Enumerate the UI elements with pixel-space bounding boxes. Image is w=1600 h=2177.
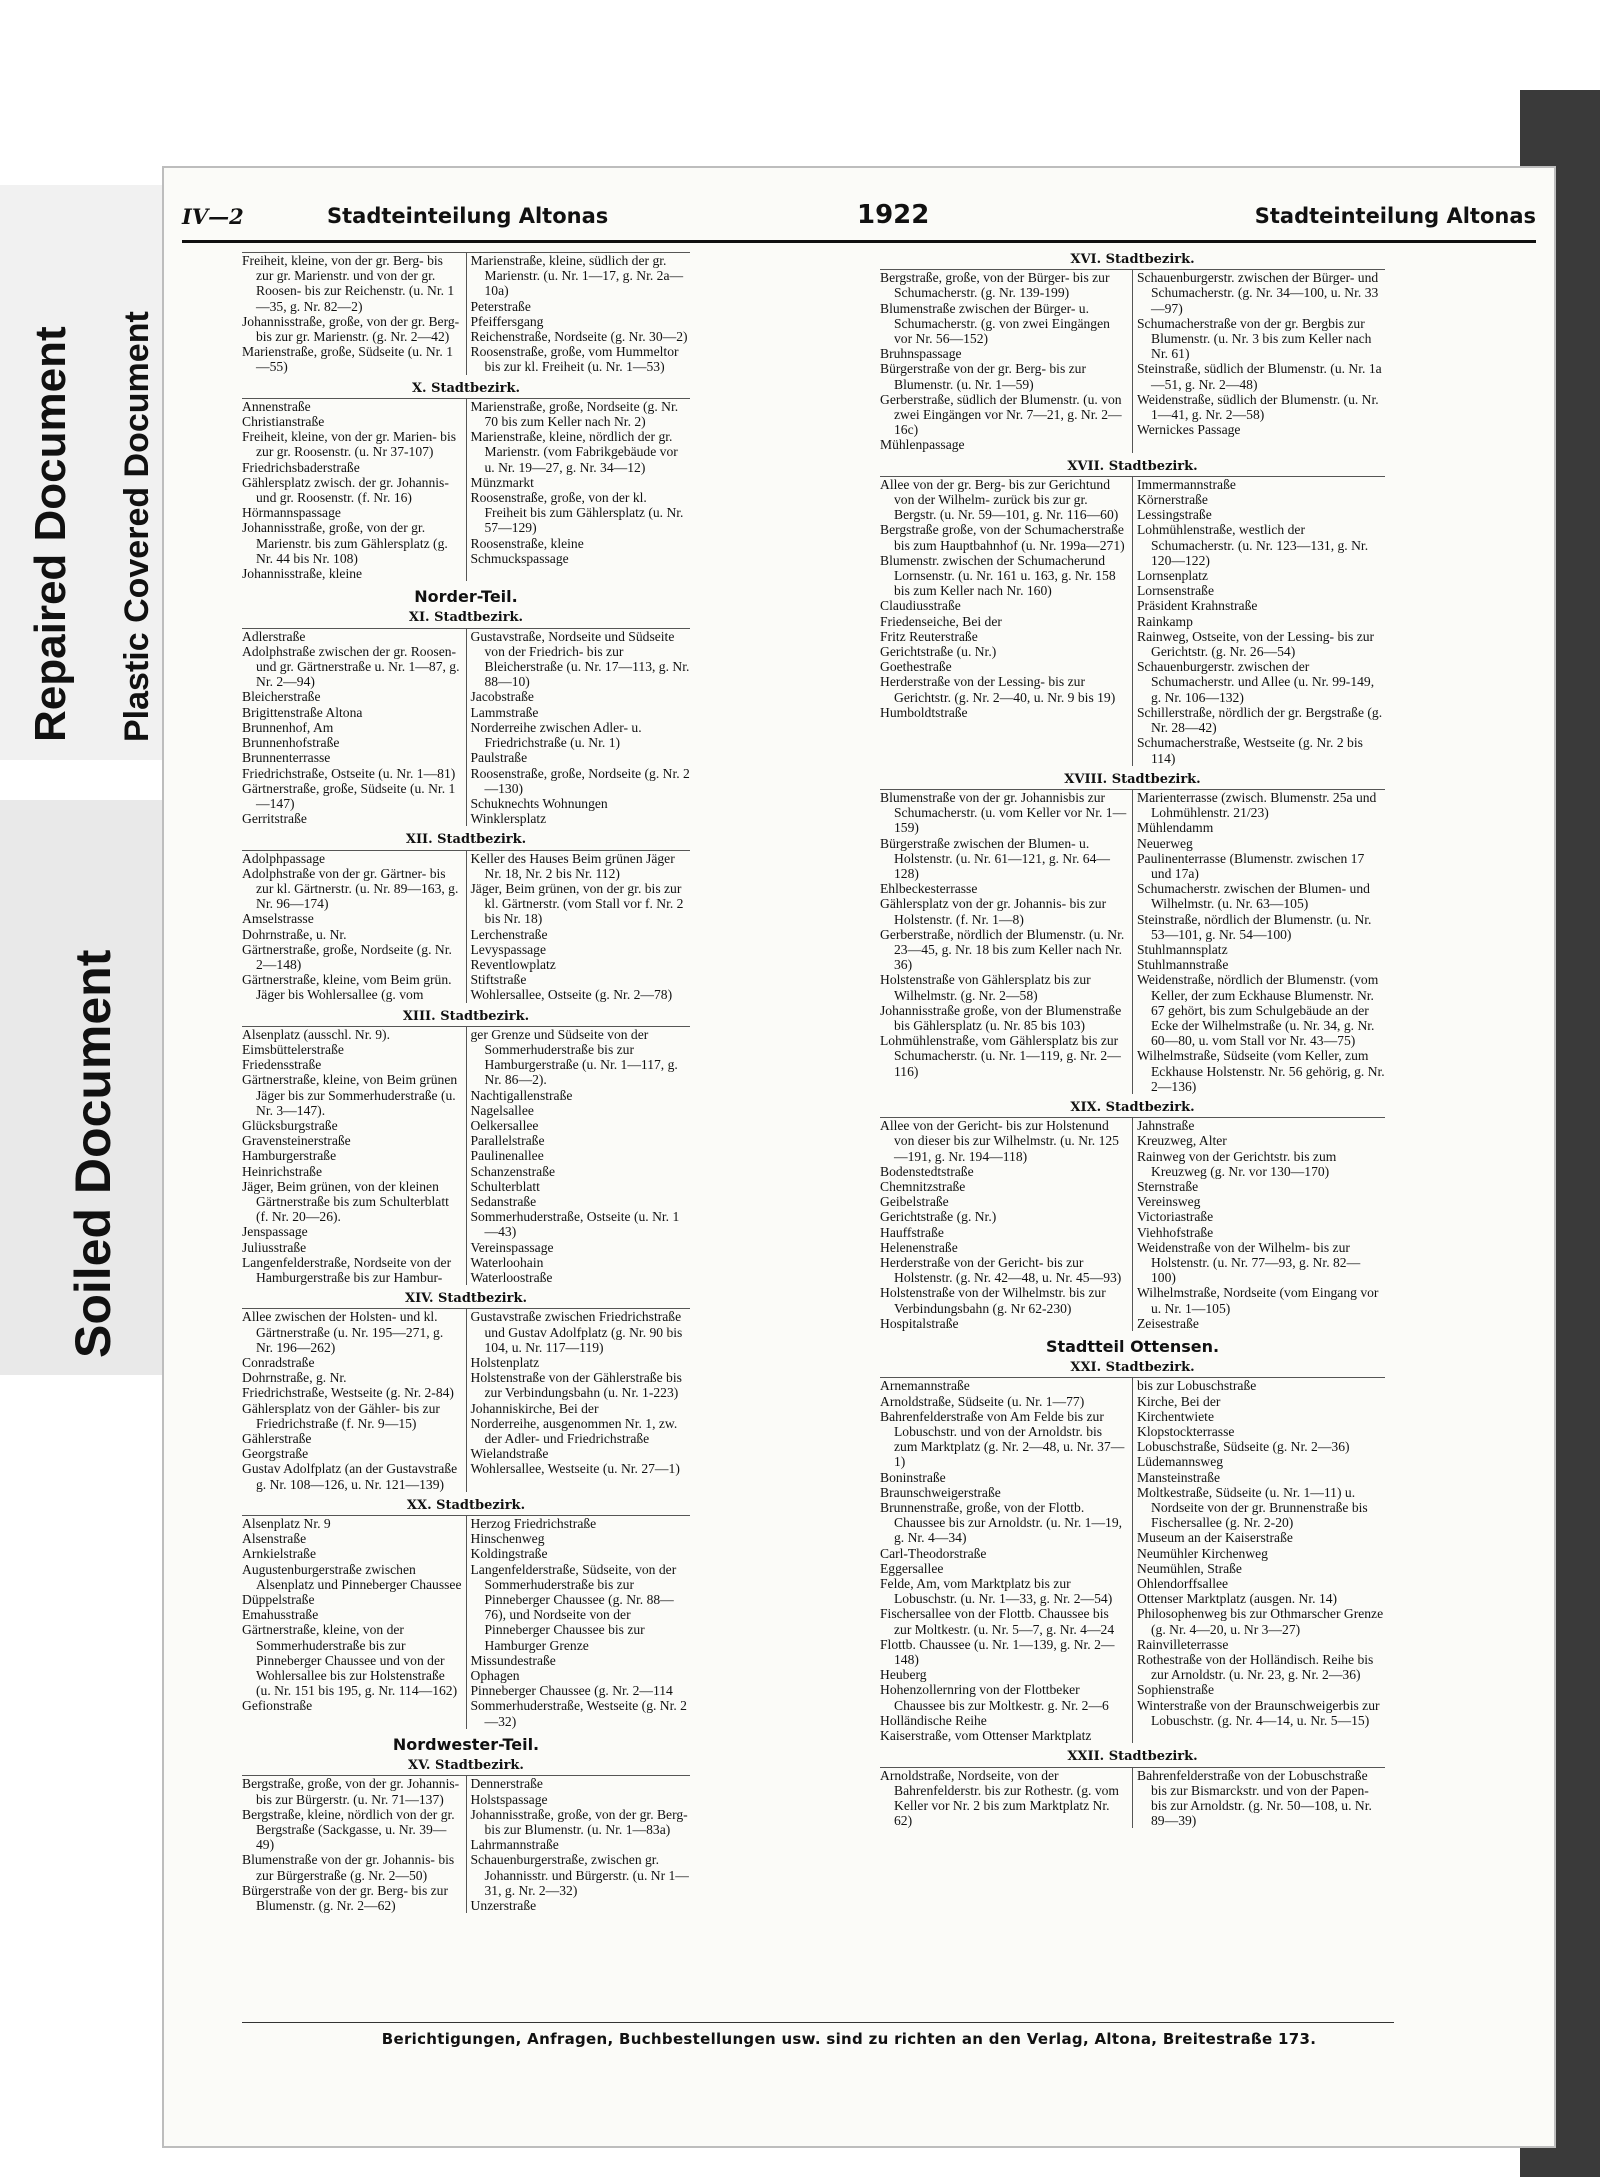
street-entry: Jäger, Beim grünen, von der kleinen Gärtnerstraße bis zum Schulterblatt (f. Nr. 20—26).: [242, 1178, 449, 1225]
street-entry: Herderstraße von der Gericht- bis zur Holstenstr. (g. Nr. 42—48, u. Nr. 45—93): [880, 1255, 1122, 1286]
street-entry: Wernickes Passage: [1137, 422, 1241, 438]
street-entry: Lerchenstraße: [470, 926, 548, 942]
street-entry: Adlerstraße: [242, 628, 306, 644]
street-entry: Ehlbeckesterrasse: [880, 881, 978, 897]
part-heading: Nordwester-Teil.: [392, 1734, 540, 1754]
street-entry: Lobuschstraße, Südseite (g. Nr. 2—36): [1137, 1439, 1350, 1455]
street-entry: Adolphstraße von der gr. Gärtner- bis zur kl. Gärtnerstr. (u. Nr. 89—163, g. Nr. 96—174): [242, 865, 459, 912]
street-entry: ger Grenze und Südseite von der Sommerhuderstraße bis zur Hamburgerstraße (u. Nr. 1—117, g. Nr. 86—2).: [470, 1026, 678, 1088]
district-block: [880, 269, 1385, 452]
street-entry: Münzmarkt: [470, 474, 534, 490]
street-entry: Gravensteinerstraße: [242, 1133, 351, 1149]
street-entry: Philosophenweg bis zur Othmarscher Grenze (g. Nr. 4—20, u. Nr 3—27): [1137, 1606, 1384, 1637]
street-entry: Stuhlmannsplatz: [1137, 941, 1228, 957]
street-entry: Gerritstraße: [242, 811, 307, 827]
street-entry: Gärtnerstraße, kleine, von der Sommerhuderstraße bis zur Pinneberger Chaussee und von der Wohlersallee bis zur Holstenstraße (u. Nr. 151 bis 195, g. Nr. 114—162): [242, 1622, 458, 1699]
street-entry: bis zur Lobuschstraße: [1137, 1378, 1257, 1394]
street-entry: Arnkielstraße: [242, 1546, 316, 1562]
street-entry: Blumenstr. zwischen der Schumacherund Lornsenstr. (u. Nr. 161 u. 163, g. Nr. 158 bis zum Keller nach Nr. 160): [880, 552, 1116, 599]
street-entry: Waterloohain: [470, 1254, 544, 1270]
street-entry: Steinstraße, nördlich der Blumenstr. (u. Nr. 53—101, g. Nr. 54—100): [1137, 911, 1372, 942]
street-entry: Hörmannspassage: [242, 505, 341, 521]
street-entry: Stiftstraße: [470, 972, 527, 988]
street-entry: Nagelsallee: [470, 1102, 534, 1118]
street-entry: Paulinenallee: [470, 1148, 544, 1164]
street-entry: Geibelstraße: [880, 1194, 949, 1210]
street-entry: Vereinsweg: [1137, 1194, 1201, 1210]
street-entry: Lornsenstraße: [1137, 583, 1215, 599]
street-entry: Missundestraße: [470, 1652, 556, 1668]
street-entry: Freiheit, kleine, von der gr. Berg- bis zur gr. Marienstr. und von der gr. Roosen- bis zur Reichenstr. (u. Nr. 1—35, g. Nr. 82—2): [242, 253, 455, 314]
street-entry: Gählersplatz von der Gähler- bis zur Friedrichstraße (f. Nr. 9—15): [242, 1400, 440, 1431]
section-heading: X. Stadtbezirk.: [411, 380, 521, 396]
street-entry: Allee von der gr. Berg- bis zur Gerichtund von der Wilhelm- zurück bis zur gr. Bergstr. (u. Nr. 59—101, g. Nr. 116—60): [880, 476, 1119, 523]
street-entry: Lüdemannsweg: [1137, 1454, 1224, 1470]
section-heading: XV. Stadtbezirk.: [408, 1758, 524, 1774]
street-entry: Weidenstraße von der Wilhelm- bis zur Holstenstr. (u. Nr. 77—93, g. Nr. 82—100): [1137, 1239, 1361, 1286]
street-entry: Bergstraße, große, von der Bürger- bis zur Schumacherstr. (g. Nr. 139-199): [880, 270, 1110, 301]
district-block: [242, 398, 690, 581]
street-entry: Paulstraße: [470, 750, 528, 766]
street-entry: Fischersallee von der Flottb. Chaussee bis zur Moltkestr. (u. Nr. 5—7, g. Nr. 4—24: [880, 1606, 1115, 1637]
street-entry: Lessingstraße: [1137, 507, 1212, 523]
street-entry: Gerberstraße, südlich der Blumenstr. (u. von zwei Eingängen vor Nr. 7—21, g. Nr. 2—16c): [880, 391, 1122, 438]
page-number: IV—2: [182, 204, 244, 229]
street-entry: Gärtnerstraße, große, Nordseite (g. Nr. 2—148): [242, 941, 452, 972]
street-entry: Roosenstraße, große, vom Hummeltor bis zur kl. Freiheit (u. Nr. 1—53): [470, 344, 679, 375]
street-entry: Friedensstraße: [242, 1057, 322, 1073]
street-entry: Schumacherstr. zwischen der Blumen- und Wilhelmstr. (u. Nr. 63—105): [1137, 881, 1370, 912]
left-column: [242, 252, 690, 1913]
street-entry: Moltkestraße, Südseite (u. Nr. 1—11) u. Nordseite von der gr. Brunnenstraße bis Fischersallee (g. Nr. 2-20): [1137, 1484, 1368, 1531]
street-entry: Paulinenterrasse (Blumenstr. zwischen 17 und 17a): [1137, 850, 1365, 881]
street-entry: Boninstraße: [880, 1469, 946, 1485]
street-entry: Kirchentwiete: [1137, 1408, 1214, 1424]
street-entry: Schauenburgerstr. zwischen der Schumacherstr. und Allee (u. Nr. 99-149, g. Nr. 106—132): [1137, 659, 1375, 705]
street-entry: Hinschenweg: [470, 1531, 545, 1547]
street-entry: Schumacherstraße von der gr. Bergbis zur Blumenstr. (u. Nr. 3 bis zum Keller nach Nr. 61): [1137, 315, 1372, 362]
street-entry: Gustavstraße zwischen Friedrichstraße und Gustav Adolfplatz (g. Nr. 90 bis 104, u. Nr. 117—119): [470, 1309, 683, 1355]
street-entry: Johanniskirche, Bei der: [470, 1400, 599, 1416]
street-entry: Bodenstedtstraße: [880, 1163, 974, 1179]
street-entry: Hamburgerstraße: [242, 1148, 337, 1164]
street-entry: Reichenstraße, Nordseite (g. Nr. 30—2): [470, 329, 688, 345]
street-entry: Friedrichstraße, Westseite (g. Nr. 2-84): [242, 1385, 454, 1401]
street-entry: Lohmühlenstraße, westlich der Schumacherstr. (u. Nr. 123—131, g. Nr. 120—122): [1137, 522, 1369, 568]
street-entry: Lahrmannstraße: [470, 1837, 559, 1853]
street-entry: Blumenstraße zwischen der Bürger- u. Schumacherstr. (g. von zwei Eingängen vor Nr. 56—152): [880, 300, 1110, 347]
street-entry: Schumacherstraße, Westseite (g. Nr. 2 bis 114): [1137, 735, 1363, 766]
document-page: [164, 168, 1554, 2146]
street-entry: Chemnitzstraße: [880, 1178, 966, 1194]
street-entry: Gustavstraße, Nordseite und Südseite von der Friedrich- bis zur Bleicherstraße (u. Nr. 17—113, g. Nr. 88—10): [470, 628, 690, 690]
street-entry: Sommerhuderstraße, Westseite (g. Nr. 2—32): [470, 1698, 687, 1729]
street-entry: Friedenseiche, Bei der: [880, 613, 1002, 629]
district-block: [880, 1377, 1385, 1743]
publisher-footer: Berichtigungen, Anfragen, Buchbestellungen usw. sind zu richten an den Verlag, Altona, Breitestraße 173.: [381, 2030, 1317, 2048]
street-entry: Oelkersallee: [470, 1117, 539, 1133]
street-entry: Kreuzweg, Alter: [1137, 1133, 1227, 1149]
street-entry: Gustav Adolfplatz (an der Gustavstraße g. Nr. 108—126, u. Nr. 121—139): [242, 1461, 458, 1492]
street-entry: Immermannstraße: [1137, 476, 1236, 492]
street-entry: Johannisstraße, kleine: [242, 566, 363, 582]
street-entry: Mühlenpassage: [880, 437, 965, 453]
street-entry: Peterstraße: [470, 298, 531, 314]
street-entry: Levyspassage: [470, 941, 546, 957]
street-entry: Kirche, Bei der: [1137, 1393, 1221, 1409]
street-entry: Braunschweigerstraße: [880, 1484, 1001, 1500]
street-entry: Sommerhuderstraße, Ostseite (u. Nr. 1—43): [470, 1209, 680, 1240]
street-entry: Gählersplatz zwisch. der gr. Johannis- und gr. Roosenstr. (f. Nr. 16): [242, 474, 449, 506]
street-entry: Bergstraße, große, von der gr. Johannis- bis zur Bürgerstr. (u. Nr. 71—137): [242, 1776, 460, 1807]
street-entry: Gerberstraße, nördlich der Blumenstr. (u. Nr. 23—45, g. Nr. 18 bis zum Keller nach Nr. 36): [880, 926, 1125, 973]
street-entry: Marienstraße, kleine, nördlich der gr. Marienstr. (vom Fabrikgebäude vor u. Nr. 19—27, g. Nr. 34—12): [470, 429, 678, 475]
street-entry: Bahrenfelderstraße von der Lobuschstraße bis zur Bismarckstr. und von der Papen- bis zur Arnoldstr. (g. Nr. 50—108, u. Nr. 89—39): [1137, 1767, 1372, 1829]
street-entry: Neumühlen, Straße: [1137, 1560, 1242, 1576]
street-entry: Schmuckspassage: [470, 550, 569, 566]
street-entry: Humboldtstraße: [880, 704, 968, 720]
street-entry: Alsenplatz (ausschl. Nr. 9).: [242, 1026, 390, 1042]
header-title-left: Stadteinteilung Altonas: [327, 204, 609, 228]
street-entry: Wilhelmstraße, Südseite (vom Keller, zum Eckhause Holstenstr. Nr. 56 gehörig, g. Nr. 2—136): [1137, 1048, 1385, 1094]
street-entry: Sternstraße: [1137, 1178, 1199, 1194]
street-entry: Rainweg von der Gerichtstr. bis zum Kreuzweg (g. Nr. vor 130—170): [1137, 1148, 1337, 1179]
street-entry: Marienstraße, große, Südseite (u. Nr. 1—55): [242, 344, 454, 375]
street-entry: Ophagen: [470, 1668, 520, 1684]
header-year: 1922: [857, 200, 930, 230]
street-entry: Felde, Am, vom Marktplatz bis zur Lobuschstr. (u. Nr. 1—33, g. Nr. 2—54): [880, 1576, 1113, 1607]
street-entry: Lornsenplatz: [1137, 568, 1208, 584]
street-entry: Gerichtstraße (u. Nr.): [880, 644, 997, 660]
street-entry: Rainvilleterrasse: [1137, 1636, 1229, 1652]
street-entry: Blumenstraße von der gr. Johannisbis zur Schumacherstr. (u. vom Keller vor Nr. 1—159): [880, 789, 1127, 836]
street-entry: Hohenzollernring von der Flottbeker Chaussee bis zur Moltkestr. g. Nr. 2—6: [880, 1682, 1109, 1713]
street-entry: Eggersallee: [880, 1560, 944, 1576]
street-entry: Marienstraße, große, Nordseite (g. Nr. 70 bis zum Keller nach Nr. 2): [470, 398, 679, 430]
street-entry: Holstenstraße von der Wilhelmstr. bis zur Verbindungsbahn (g. Nr 62-230): [880, 1285, 1106, 1316]
street-entry: Hospitalstraße: [880, 1315, 959, 1331]
street-entry: Conradstraße: [242, 1355, 315, 1371]
street-entry: Rothestraße von der Holländisch. Reihe bis zur Arnoldstr. (u. Nr. 23, g. Nr. 2—36): [1137, 1652, 1374, 1683]
street-entry: Eimsbüttelerstraße: [242, 1041, 344, 1057]
street-entry: Norderreihe zwischen Adler- u. Friedrichstraße (u. Nr. 1): [470, 719, 642, 751]
street-entry: Roosenstraße, kleine: [470, 535, 584, 551]
street-entry: Sedanstraße: [470, 1193, 537, 1209]
street-entry: Lammstraße: [470, 704, 539, 720]
street-entry: Emahusstraße: [242, 1607, 319, 1623]
repaired-document-label: Repaired Document: [26, 326, 75, 742]
street-entry: Johannisstraße, große, von der gr. Berg- bis zur gr. Marienstr. (g. Nr. 2—42): [242, 313, 460, 345]
street-entry: Alsenstraße: [242, 1531, 307, 1547]
section-heading: XIV. Stadtbezirk.: [404, 1291, 527, 1307]
district-block: [242, 252, 690, 375]
street-entry: Unzerstraße: [470, 1897, 537, 1913]
street-entry: Rainkamp: [1137, 613, 1193, 629]
street-entry: Mansteinstraße: [1137, 1469, 1221, 1485]
section-heading: XIII. Stadtbezirk.: [402, 1008, 530, 1024]
street-entry: Holstspassage: [470, 1791, 548, 1807]
street-entry: Stuhlmannstraße: [1137, 957, 1229, 973]
street-entry: Bahrenfelderstraße von Am Felde bis zur Lobuschstr. und von der Arnoldstr. bis zum Marktplatz (g. Nr. 2—48, u. Nr. 37—1): [880, 1408, 1125, 1470]
street-entry: Georgstraße: [242, 1446, 309, 1462]
right-column: [880, 252, 1385, 1828]
street-entry: Gerichtstraße (g. Nr.): [880, 1209, 997, 1225]
street-entry: Freiheit, kleine, von der gr. Marien- bis zur gr. Roosenstr. (u. Nr 37-107): [242, 429, 457, 460]
district-block: [242, 1515, 690, 1729]
section-heading: XVI. Stadtbezirk.: [1070, 252, 1195, 267]
part-heading: Norder-Teil.: [414, 587, 518, 607]
street-entry: Juliusstraße: [242, 1239, 307, 1255]
street-entry: Wielandstraße: [470, 1446, 549, 1462]
street-entry: Zeisestraße: [1137, 1315, 1199, 1331]
street-entry: Sophienstraße: [1137, 1682, 1215, 1698]
footer-rule: [242, 2022, 1394, 2023]
street-entry: Helenenstraße: [880, 1239, 958, 1255]
street-entry: Gählersplatz von der gr. Johannis- bis zur Holstenstr. (f. Nr. 1—8): [880, 896, 1107, 927]
street-entry: Gärtnerstraße, große, Südseite (u. Nr. 1—147): [242, 780, 456, 811]
street-entry: Vereinspassage: [470, 1239, 554, 1255]
section-heading: XVII. Stadtbezirk.: [1067, 458, 1198, 474]
section-heading: XI. Stadtbezirk.: [408, 610, 524, 626]
street-entry: Marienterrasse (zwisch. Blumenstr. 25a und Lohmühlenstr. 21/23): [1137, 789, 1377, 821]
section-heading: XX. Stadtbezirk.: [406, 1497, 526, 1513]
section-heading: XXII. Stadtbezirk.: [1067, 1749, 1198, 1765]
street-entry: Bleicherstraße: [242, 689, 321, 705]
street-entry: Norderreihe, ausgenommen Nr. 1, zw. der Adler- und Friedrichstraße: [470, 1415, 678, 1447]
street-entry: Gefionstraße: [242, 1698, 313, 1714]
street-entry: Alsenplatz Nr. 9: [242, 1516, 331, 1532]
street-entry: Herzog Friedrichstraße: [470, 1516, 597, 1532]
street-entry: Präsident Krahnstraße: [1137, 598, 1258, 614]
section-heading: XVIII. Stadtbezirk.: [1064, 771, 1201, 787]
street-entry: Körnerstraße: [1137, 492, 1208, 508]
street-entry: Museum an der Kaiserstraße: [1137, 1530, 1293, 1546]
street-entry: Pfeiffersgang: [470, 313, 544, 329]
street-entry: Johannisstraße, große, von der gr. Berg- bis zur Blumenstr. (u. Nr. 1—83a): [470, 1806, 688, 1837]
street-entry: Schuknechts Wohnungen: [470, 795, 608, 811]
street-entry: Heinrichstraße: [242, 1163, 323, 1179]
street-entry: Gählerstraße: [242, 1431, 312, 1447]
district-block: [242, 1308, 690, 1491]
street-entry: Mühlendamm: [1137, 820, 1214, 836]
street-entry: Weidenstraße, südlich der Blumenstr. (u. Nr. 1—41, g. Nr. 2—58): [1137, 391, 1379, 423]
street-entry: Roosenstraße, große, von der kl. Freiheit bis zum Gählersplatz (u. Nr. 57—129): [470, 490, 684, 536]
street-entry: Johannisstraße, große, von der gr. Marienstr. bis zum Gählersplatz (g. Nr. 44 bis Nr. 108): [242, 520, 448, 566]
street-entry: Allee von der Gericht- bis zur Holstenund von dieser bis zur Wilhelmstr. (u. Nr. 125—191, g. Nr. 194—118): [880, 1118, 1119, 1164]
street-entry: Christianstraße: [242, 414, 325, 430]
street-entry: Gärtnerstraße, kleine, von Beim grünen Jäger bis zur Sommerhuderstraße (u. Nr. 3—147).: [242, 1072, 458, 1118]
street-entry: Johannisstraße große, von der Blumenstraße bis Gählersplatz (u. Nr. 85 bis 103): [880, 1002, 1122, 1033]
street-entry: Ohlendorffsallee: [1137, 1576, 1229, 1592]
street-entry: Carl-Theodorstraße: [880, 1545, 987, 1561]
street-entry: Jahnstraße: [1137, 1118, 1195, 1134]
street-entry: Waterloostraße: [470, 1270, 553, 1285]
street-entry: Brunnenterrasse: [242, 750, 331, 766]
street-entry: Rainweg, Ostseite, von der Lessing- bis zur Gerichtstr. (g. Nr. 26—54): [1137, 628, 1375, 660]
section-heading: XII. Stadtbezirk.: [405, 832, 527, 848]
street-entry: Allee zwischen der Holsten- und kl. Gärtnerstraße (u. Nr. 195—271, g. Nr. 196—262): [242, 1309, 444, 1355]
street-entry: Holstenstraße von Gählersplatz bis zur Wilhelmstr. (g. Nr. 2—58): [880, 972, 1091, 1003]
street-entry: Langenfelderstraße, Nordseite von der Hamburgerstraße bis zur Hambur-: [242, 1254, 452, 1285]
section-heading: XXI. Stadtbezirk.: [1070, 1360, 1195, 1376]
district-block: [880, 1117, 1385, 1331]
district-block: [880, 1767, 1385, 1829]
street-entry: Winterstraße von der Braunschweigerbis zur Lobuschstr. (g. Nr. 4—14, u. Nr. 5—15): [1137, 1697, 1380, 1728]
street-entry: Dohrnstraße, u. Nr.: [242, 926, 347, 942]
street-entry: Ottenser Marktplatz (ausgen. Nr. 14): [1137, 1591, 1338, 1607]
street-entry: Reventlowplatz: [470, 956, 556, 972]
street-entry: Wohlersallee, Westseite (u. Nr. 27—1): [470, 1461, 680, 1477]
street-entry: Brunnenhofstraße: [242, 735, 340, 751]
street-entry: Bürgerstraße von der gr. Berg- bis zur Blumenstr. (u. Nr. 1—59): [880, 361, 1086, 392]
street-entry: Adolphstraße zwischen der gr. Roosen- und gr. Gärtnerstraße u. Nr. 1—87, g. Nr. 2—94): [242, 643, 460, 690]
street-entry: Arnemannstraße: [880, 1378, 970, 1394]
district-block: [880, 476, 1385, 766]
street-entry: Steinstraße, südlich der Blumenstr. (u. Nr. 1a—51, g. Nr. 2—48): [1137, 361, 1382, 392]
street-entry: Wilhelmstraße, Nordseite (vom Eingang vor u. Nr. 1—105): [1137, 1285, 1379, 1316]
street-entry: Victoriastraße: [1137, 1209, 1214, 1225]
street-entry: Blumenstraße von der gr. Johannis- bis zur Bürgerstraße (g. Nr. 2—50): [242, 1852, 455, 1883]
street-entry: Claudiusstraße: [880, 598, 961, 614]
street-entry: Bruhnspassage: [880, 346, 962, 362]
street-entry: Koldingstraße: [470, 1546, 548, 1562]
street-entry: Arnoldstraße, Südseite (u. Nr. 1—77): [880, 1393, 1085, 1409]
page-header: [182, 200, 1536, 243]
street-entry: Schulterblatt: [470, 1178, 540, 1194]
street-entry: Düppelstraße: [242, 1592, 315, 1608]
street-entry: Hauffstraße: [880, 1224, 944, 1240]
street-entry: Keller des Hauses Beim grünen Jäger Nr. 18, Nr. 2 bis Nr. 112): [470, 850, 675, 881]
street-entry: Goethestraße: [880, 659, 952, 675]
street-entry: Augustenburgerstraße zwischen Alsenplatz und Pinneberger Chaussee: [242, 1561, 462, 1592]
street-entry: Brunnenstraße, große, von der Flottb. Chaussee bis zur Arnoldstr. (u. Nr. 1—19, g. Nr. 4—34): [880, 1500, 1123, 1546]
district-block: [242, 628, 690, 827]
street-entry: Jacobstraße: [470, 689, 534, 705]
street-entry: Fritz Reuterstraße: [880, 628, 978, 644]
street-entry: Neumühler Kirchenweg: [1137, 1545, 1268, 1561]
street-entry: Glücksburgstraße: [242, 1117, 338, 1133]
street-entry: Herderstraße von der Lessing- bis zur Gerichtstr. (g. Nr. 2—40, u. Nr. 9 bis 19): [880, 674, 1116, 705]
street-entry: Brigittenstraße Altona: [242, 704, 363, 720]
street-entry: Arnoldstraße, Nordseite, von der Bahrenfelderstr. bis zur Rothestr. (g. vom Keller vor Nr. 2 bis zum Marktplatz Nr. 62): [880, 1767, 1120, 1829]
district-block: [242, 1775, 690, 1913]
street-entry: Schanzenstraße: [470, 1163, 556, 1179]
district-block: [242, 850, 690, 1003]
street-entry: Schauenburgerstr. zwischen der Bürger- und Schumacherstr. (g. Nr. 34—100, u. Nr. 33—97): [1137, 270, 1379, 316]
street-entry: Dennerstraße: [470, 1776, 543, 1792]
part-heading: Stadtteil Ottensen.: [1045, 1337, 1220, 1357]
header-title-right: Stadteinteilung Altonas: [1254, 204, 1536, 228]
soiled-document-label: Soiled Document: [65, 949, 121, 1358]
street-entry: Holstenplatz: [470, 1355, 540, 1371]
section-heading: XIX. Stadtbezirk.: [1070, 1099, 1195, 1115]
street-entry: Bürgerstraße zwischen der Blumen- u. Holstenstr. (u. Nr. 61—121, g. Nr. 64—128): [880, 835, 1110, 881]
plastic-covered-label: Plastic Covered Document: [118, 311, 156, 742]
street-entry: Friedrichstraße, Ostseite (u. Nr. 1—81): [242, 765, 456, 781]
street-entry: Marienstraße, kleine, südlich der gr. Marienstr. (u. Nr. 1—17, g. Nr. 2a—10a): [470, 253, 684, 299]
street-entry: Schauenburgerstraße, zwischen gr. Johannisstr. und Bürgerstr. (u. Nr 1—31, g. Nr. 2—32): [470, 1852, 689, 1898]
street-entry: Wohlersallee, Ostseite (g. Nr. 2—78): [470, 987, 673, 1003]
street-entry: Amselstrasse: [242, 911, 314, 927]
street-entry: Heuberg: [880, 1667, 927, 1683]
street-entry: Bergstraße, kleine, nördlich von der gr. Bergstraße (Sackgasse, u. Nr. 39—49): [242, 1806, 455, 1853]
street-entry: Adolphpassage: [242, 850, 326, 866]
street-entry: Gärtnerstraße, kleine, vom Beim grün. Jäger bis Wohlersallee (g. vom: [242, 972, 452, 1003]
street-entry: Bergstraße große, von der Schumacherstraße bis zum Hauptbahnhof (u. Nr. 199a—271): [880, 522, 1125, 553]
street-entry: Klopstockterrasse: [1137, 1424, 1235, 1440]
street-entry: Parallelstraße: [470, 1133, 545, 1149]
district-block: [880, 789, 1385, 1094]
street-entry: Neuerweg: [1137, 835, 1193, 851]
street-entry: Bürgerstraße von der gr. Berg- bis zur Blumenstr. (g. Nr. 2—62): [242, 1882, 448, 1913]
street-entry: Friedrichsbaderstraße: [242, 459, 360, 475]
street-entry: Brunnenhof, Am: [242, 719, 334, 735]
street-entry: Jäger, Beim grünen, von der gr. bis zur kl. Gärtnerstr. (vom Stall vor f. Nr. 2 bis Nr. 18): [470, 880, 684, 927]
street-entry: Roosenstraße, große, Nordseite (g. Nr. 2—130): [470, 765, 690, 796]
street-entry: Annenstraße: [242, 398, 311, 414]
street-entry: Langenfelderstraße, Südseite, von der Sommerhuderstraße bis zur Pinneberger Chaussee (g. Nr. 88—76), und Nordseite von der Pinneberger Chaussee bis zur Hamburger Grenze: [470, 1561, 677, 1653]
street-entry: Schillerstraße, nördlich der gr. Bergstraße (g. Nr. 28—42): [1137, 704, 1383, 736]
street-entry: Kaiserstraße, vom Ottenser Marktplatz: [880, 1728, 1092, 1744]
street-entry: Nachtigallenstraße: [470, 1087, 573, 1103]
street-entry: Lohmühlenstraße, vom Gählersplatz bis zur Schumacherstr. (u. Nr. 1—119, g. Nr. 2—116): [880, 1033, 1121, 1079]
street-entry: Flottb. Chaussee (u. Nr. 1—139, g. Nr. 2—148): [880, 1636, 1115, 1668]
street-entry: Jenspassage: [242, 1224, 308, 1240]
street-entry: Weidenstraße, nördlich der Blumenstr. (vom Keller, der zum Eckhause Blumenstr. Nr. 67 gehört, bis zum Schulgebäude an der Ecke der Wilhelmstraße (u. Nr. 34, g. Nr. 60—80, u. vom Stall vor Nr. 43—75): [1137, 972, 1379, 1049]
street-entry: Dohrnstraße, g. Nr.: [242, 1370, 347, 1386]
street-entry: Winklersplatz: [470, 811, 547, 827]
street-entry: Pinneberger Chaussee (g. Nr. 2—114: [470, 1683, 673, 1699]
street-entry: Viehhofstraße: [1137, 1224, 1214, 1240]
street-entry: Holländische Reihe: [880, 1712, 987, 1728]
street-entry: Holstenstraße von der Gählerstraße bis zur Verbindungsbahn (u. Nr. 1-223): [470, 1370, 682, 1401]
district-block: [242, 1026, 690, 1285]
